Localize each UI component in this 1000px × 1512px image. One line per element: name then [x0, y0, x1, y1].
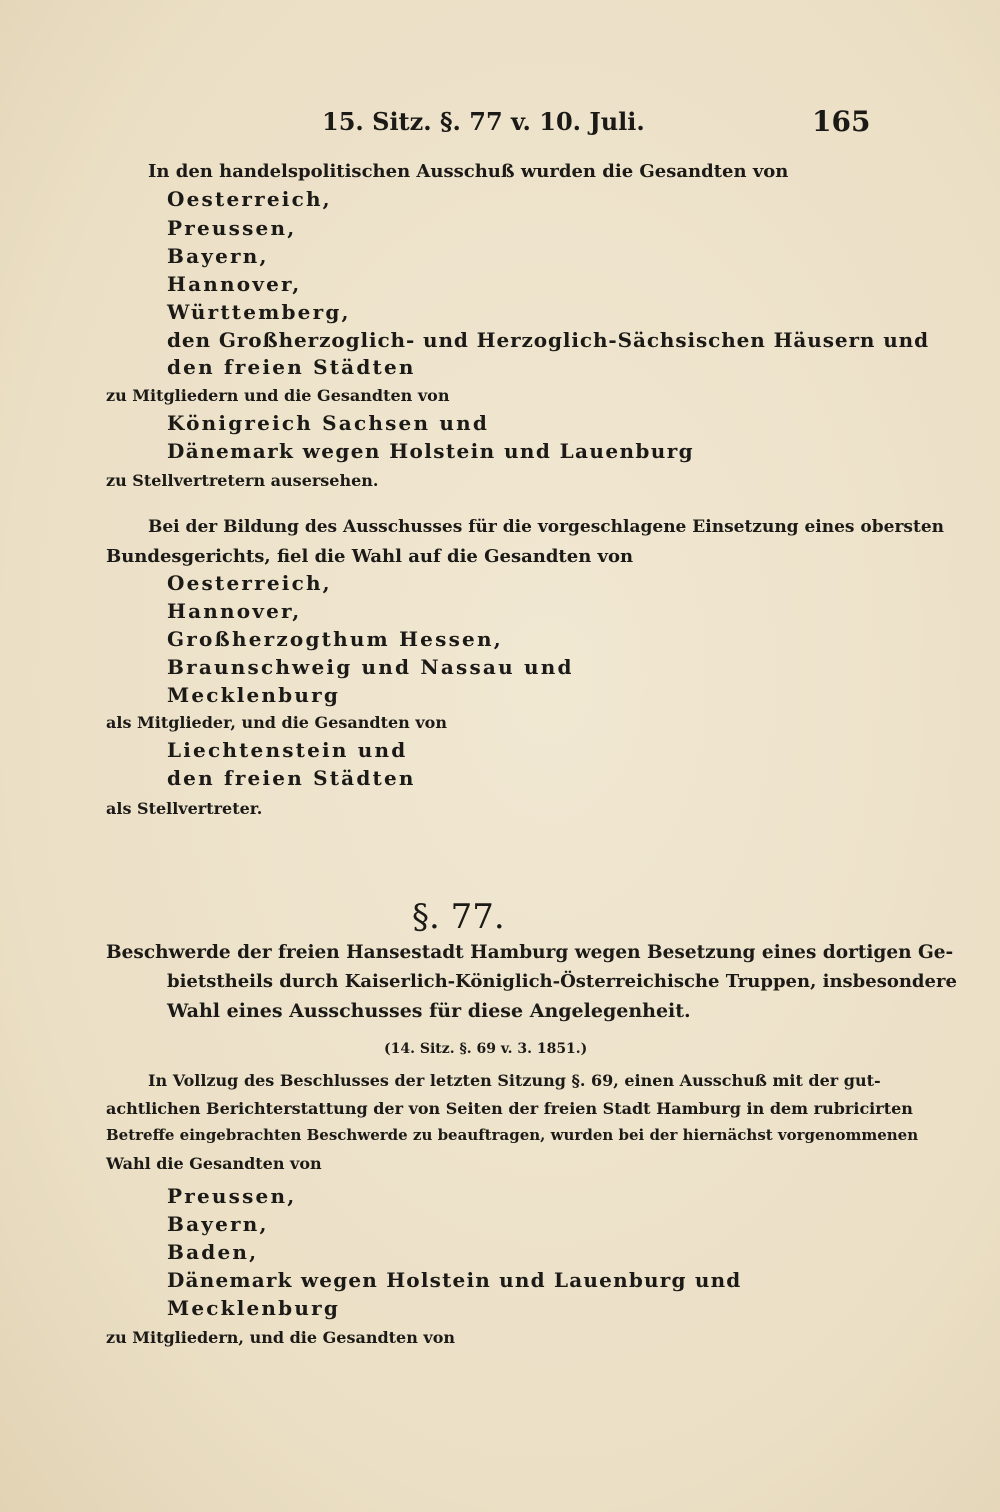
para3-member: Dänemark wegen Holstein und Lauenburg und [167, 1268, 742, 1292]
para1-mid: zu Mitgliedern und die Gesandten von [106, 386, 450, 405]
para2-end: als Stellvertreter. [106, 799, 263, 818]
section-title-line: bietstheils durch Kaiserlich-Königlich-Österreichische Truppen, insbesondere [167, 971, 957, 992]
para3-end: zu Mitgliedern, und die Gesandten von [106, 1328, 456, 1347]
para2-member: Großherzogthum Hessen, [167, 627, 503, 651]
para3-member: Bayern, [167, 1212, 269, 1236]
para2-deputy: den freien Städten [167, 766, 416, 790]
para3-member: Preussen, [167, 1184, 297, 1208]
para2-member: Braunschweig und Nassau und [167, 655, 574, 679]
para2-member: Oesterreich, [167, 571, 332, 595]
section-title-line: Wahl eines Ausschusses für diese Angelegenheit. [167, 1000, 691, 1022]
para1-end: zu Stellvertretern ausersehen. [106, 471, 379, 490]
para1-member: Württemberg, [167, 300, 351, 324]
para2-member: Hannover, [167, 599, 302, 623]
section-reference: (14. Sitz. §. 69 v. 3. 1851.) [384, 1041, 588, 1057]
para1-deputy: Königreich Sachsen und [167, 411, 490, 435]
para2-intro-line2: Bundesgerichts, fiel die Wahl auf die Gesandten von [106, 546, 634, 567]
para3-member: Mecklenburg [167, 1296, 341, 1320]
para3-member: Baden, [167, 1240, 259, 1264]
para3-line: achtlichen Berichterstattung der von Seiten der freien Stadt Hamburg in dem rubricirten [106, 1099, 913, 1118]
para1-member: Hannover, [167, 272, 302, 296]
para1-member: den Großherzoglich- und Herzoglich-Sächsischen Häusern und [167, 328, 929, 352]
para1-member: Bayern, [167, 244, 269, 268]
running-title: 15. Sitz. §. 77 v. 10. Juli. [322, 107, 645, 136]
para2-member: Mecklenburg [167, 683, 341, 707]
para2-mid: als Mitglieder, und die Gesandten von [106, 713, 447, 732]
para3-line: In Vollzug des Beschlusses der letzten Sitzung §. 69, einen Ausschuß mit der gut- [148, 1071, 881, 1090]
para1-member: Oesterreich, [167, 187, 332, 211]
para2-intro-line1: Bei der Bildung des Ausschusses für die vorgeschlagene Einsetzung eines obersten [148, 517, 945, 537]
para1-intro: In den handelspolitischen Ausschuß wurden die Gesandten von [148, 161, 789, 182]
section-number: §. 77. [412, 897, 505, 937]
page-number: 165 [812, 105, 871, 138]
para1-member: den freien Städten [167, 355, 416, 379]
para3-line: Wahl die Gesandten von [106, 1154, 322, 1173]
para2-deputy: Liechtenstein und [167, 738, 408, 762]
section-title-line: Beschwerde der freien Hansestadt Hamburg wegen Besetzung eines dortigen Ge- [106, 942, 954, 963]
para1-deputy: Dänemark wegen Holstein und Lauenburg [167, 439, 695, 463]
para1-member: Preussen, [167, 216, 297, 240]
para3-line: Betreffe eingebrachten Beschwerde zu beauftragen, wurden bei der hiernächst vorgenommenen [106, 1126, 919, 1144]
